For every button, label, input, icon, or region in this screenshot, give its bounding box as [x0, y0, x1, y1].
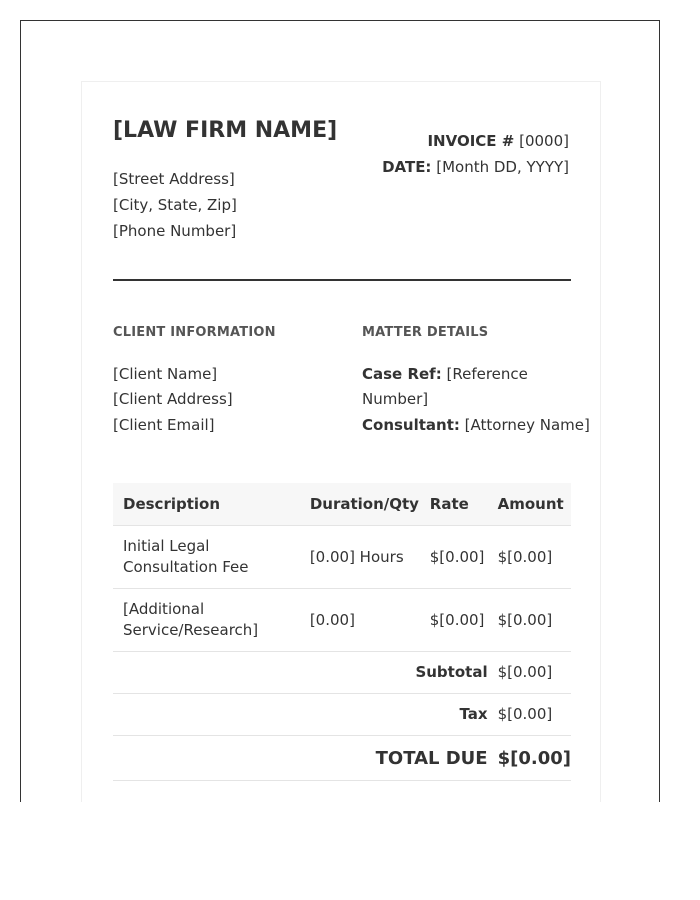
total-row	[113, 736, 571, 781]
row-amount: $[0.00]	[488, 526, 571, 589]
total-value: $[0.00]	[488, 736, 571, 781]
invoice-date	[382, 158, 569, 176]
case-ref	[362, 365, 528, 383]
subtotal-label: Subtotal	[113, 652, 488, 694]
table-row	[113, 526, 571, 589]
subtotal-row	[113, 652, 571, 694]
subtotal-value: $[0.00]	[488, 652, 571, 694]
case-ref-label: Case Ref:	[362, 365, 442, 383]
firm-phone: [Phone Number]	[113, 222, 237, 240]
table-row	[113, 589, 571, 652]
tax-row	[113, 694, 571, 736]
row-description-line1: Initial Legal	[123, 537, 210, 555]
consultant-label: Consultant:	[362, 416, 460, 434]
header-rate: Rate	[420, 483, 488, 526]
header-description: Description	[113, 483, 300, 526]
invoice-number-value: [0000]	[519, 132, 569, 150]
tax-value: $[0.00]	[488, 694, 571, 736]
row-amount: $[0.00]	[488, 589, 571, 652]
row-description-line2: Service/Research]	[123, 621, 259, 639]
firm-street: [Street Address]	[113, 170, 235, 188]
items-table	[113, 483, 571, 781]
client-info-title: CLIENT INFORMATION	[113, 325, 276, 340]
case-ref-value-line2: Number]	[362, 390, 429, 408]
consultant	[362, 416, 590, 434]
row-description	[113, 526, 300, 589]
consultant-value: [Attorney Name]	[464, 416, 590, 434]
row-qty: [0.00] Hours	[300, 526, 420, 589]
tax-label: Tax	[113, 694, 488, 736]
header-amount: Amount	[488, 483, 571, 526]
invoice-number-label: INVOICE #	[427, 132, 515, 150]
row-qty: [0.00]	[300, 589, 420, 652]
matter-details-title: MATTER DETAILS	[362, 325, 489, 340]
firm-city: [City, State, Zip]	[113, 196, 237, 214]
table-header-row	[113, 483, 571, 526]
client-address: [Client Address]	[113, 390, 233, 408]
header-duration: Duration/Qty	[300, 483, 420, 526]
row-rate: $[0.00]	[420, 589, 488, 652]
row-description-line2: Consultation Fee	[123, 558, 249, 576]
case-ref-value-line1: [Reference	[446, 365, 528, 383]
invoice-date-label: DATE:	[382, 158, 432, 176]
row-description	[113, 589, 300, 652]
invoice-date-value: [Month DD, YYYY]	[436, 158, 569, 176]
row-rate: $[0.00]	[420, 526, 488, 589]
invoice-number	[427, 132, 569, 150]
total-label: TOTAL DUE	[113, 736, 488, 781]
invoice-page	[81, 81, 601, 802]
header-divider	[113, 279, 571, 281]
client-email: [Client Email]	[113, 416, 215, 434]
client-name: [Client Name]	[113, 365, 218, 383]
row-description-line1: [Additional	[123, 600, 205, 618]
firm-name: [LAW FIRM NAME]	[113, 118, 338, 143]
